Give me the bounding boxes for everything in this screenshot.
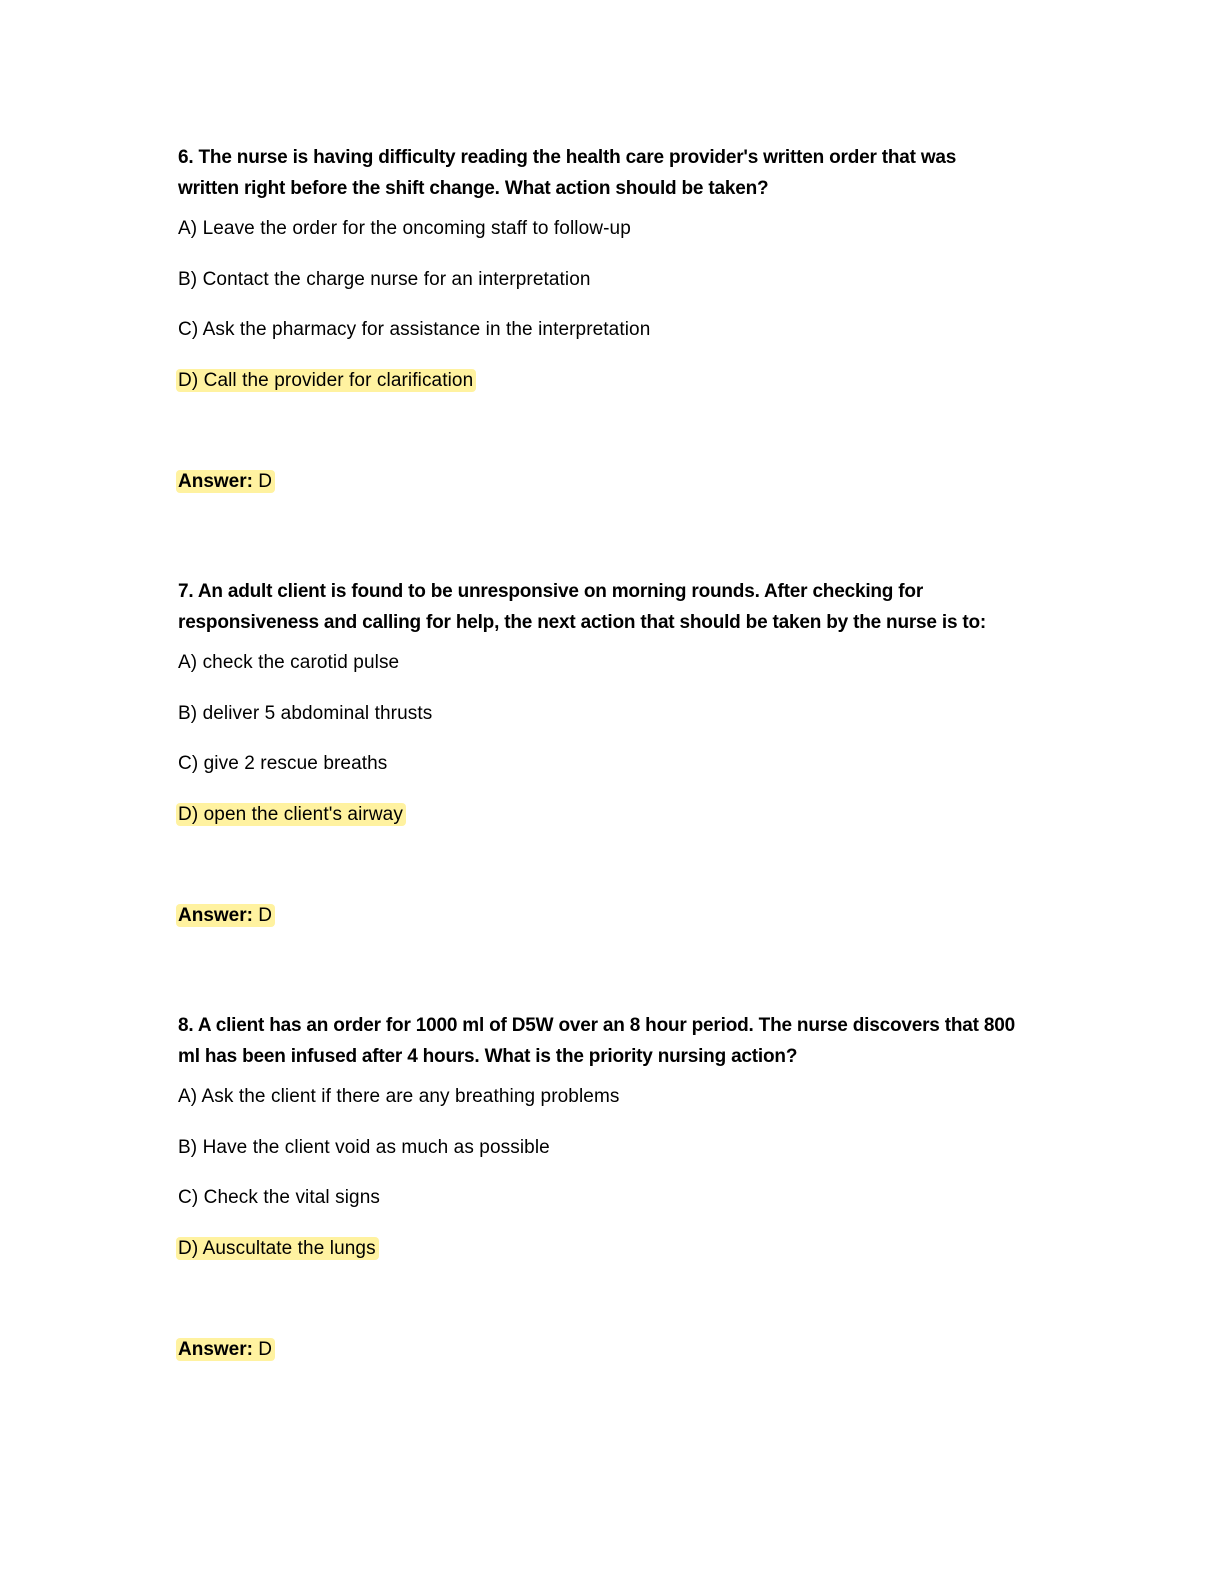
option-b-text: B) Contact the charge nurse for an interpretation <box>178 268 591 290</box>
option-d-highlighted: D) Call the provider for clarification <box>176 369 476 392</box>
option-c <box>178 751 1018 777</box>
option-d-highlighted: D) Auscultate the lungs <box>176 1237 379 1260</box>
answer-label: Answer: <box>178 1338 253 1360</box>
answer-value: D <box>258 470 272 492</box>
option-a <box>178 1084 1018 1110</box>
option-a-text: A) Ask the client if there are any breathing problems <box>178 1086 620 1107</box>
option-a-text: A) Leave the order for the oncoming staff to follow-up <box>178 218 631 239</box>
answer-highlight <box>176 1338 275 1361</box>
option-c-text: C) Ask the pharmacy for assistance in the interpretation <box>178 319 651 340</box>
question-text: 6. The nurse is having difficulty reading the health care provider's written order that was written right before the shift change. What action should be taken? <box>178 147 957 199</box>
answer-label: Answer: <box>178 470 253 492</box>
answer-value: D <box>258 1338 272 1360</box>
option-b-text: B) deliver 5 abdominal thrusts <box>178 702 433 724</box>
option-b <box>178 1135 1018 1161</box>
option-b <box>178 701 1018 727</box>
option-a <box>178 650 1018 676</box>
option-d <box>178 1236 1018 1262</box>
answer-line <box>178 903 1018 929</box>
option-a-text: A) check the carotid pulse <box>178 652 400 673</box>
answer-value: D <box>258 904 272 926</box>
question-block-8 <box>178 1010 1018 1382</box>
option-d-highlighted: D) open the client's airway <box>176 803 406 826</box>
option-b <box>178 267 1018 293</box>
answer-label: Answer: <box>178 904 253 926</box>
option-b-text: B) Have the client void as much as possible <box>178 1136 550 1158</box>
option-c-text: C) give 2 rescue breaths <box>178 753 388 774</box>
option-d <box>178 368 1018 394</box>
option-a <box>178 216 1018 242</box>
option-c <box>178 317 1018 343</box>
option-c-text: C) Check the vital signs <box>178 1187 380 1208</box>
answer-highlight <box>176 904 275 927</box>
answer-line <box>178 1337 1018 1363</box>
answer-highlight <box>176 470 275 493</box>
option-d <box>178 802 1018 828</box>
question-text: 8. A client has an order for 1000 ml of D5W over an 8 hour period. The nurse discovers that 800 ml has been infused after 4 hours. What is the priority nursing action? <box>178 1015 1015 1067</box>
question-block-7 <box>178 576 1018 948</box>
question-text: 7. An adult client is found to be unresponsive on morning rounds. After checking for responsiveness and calling for help, the next action that should be taken by the nurse is to: <box>178 581 987 633</box>
answer-line <box>178 469 1018 495</box>
question-block-6 <box>178 142 1018 514</box>
option-c <box>178 1185 1018 1211</box>
